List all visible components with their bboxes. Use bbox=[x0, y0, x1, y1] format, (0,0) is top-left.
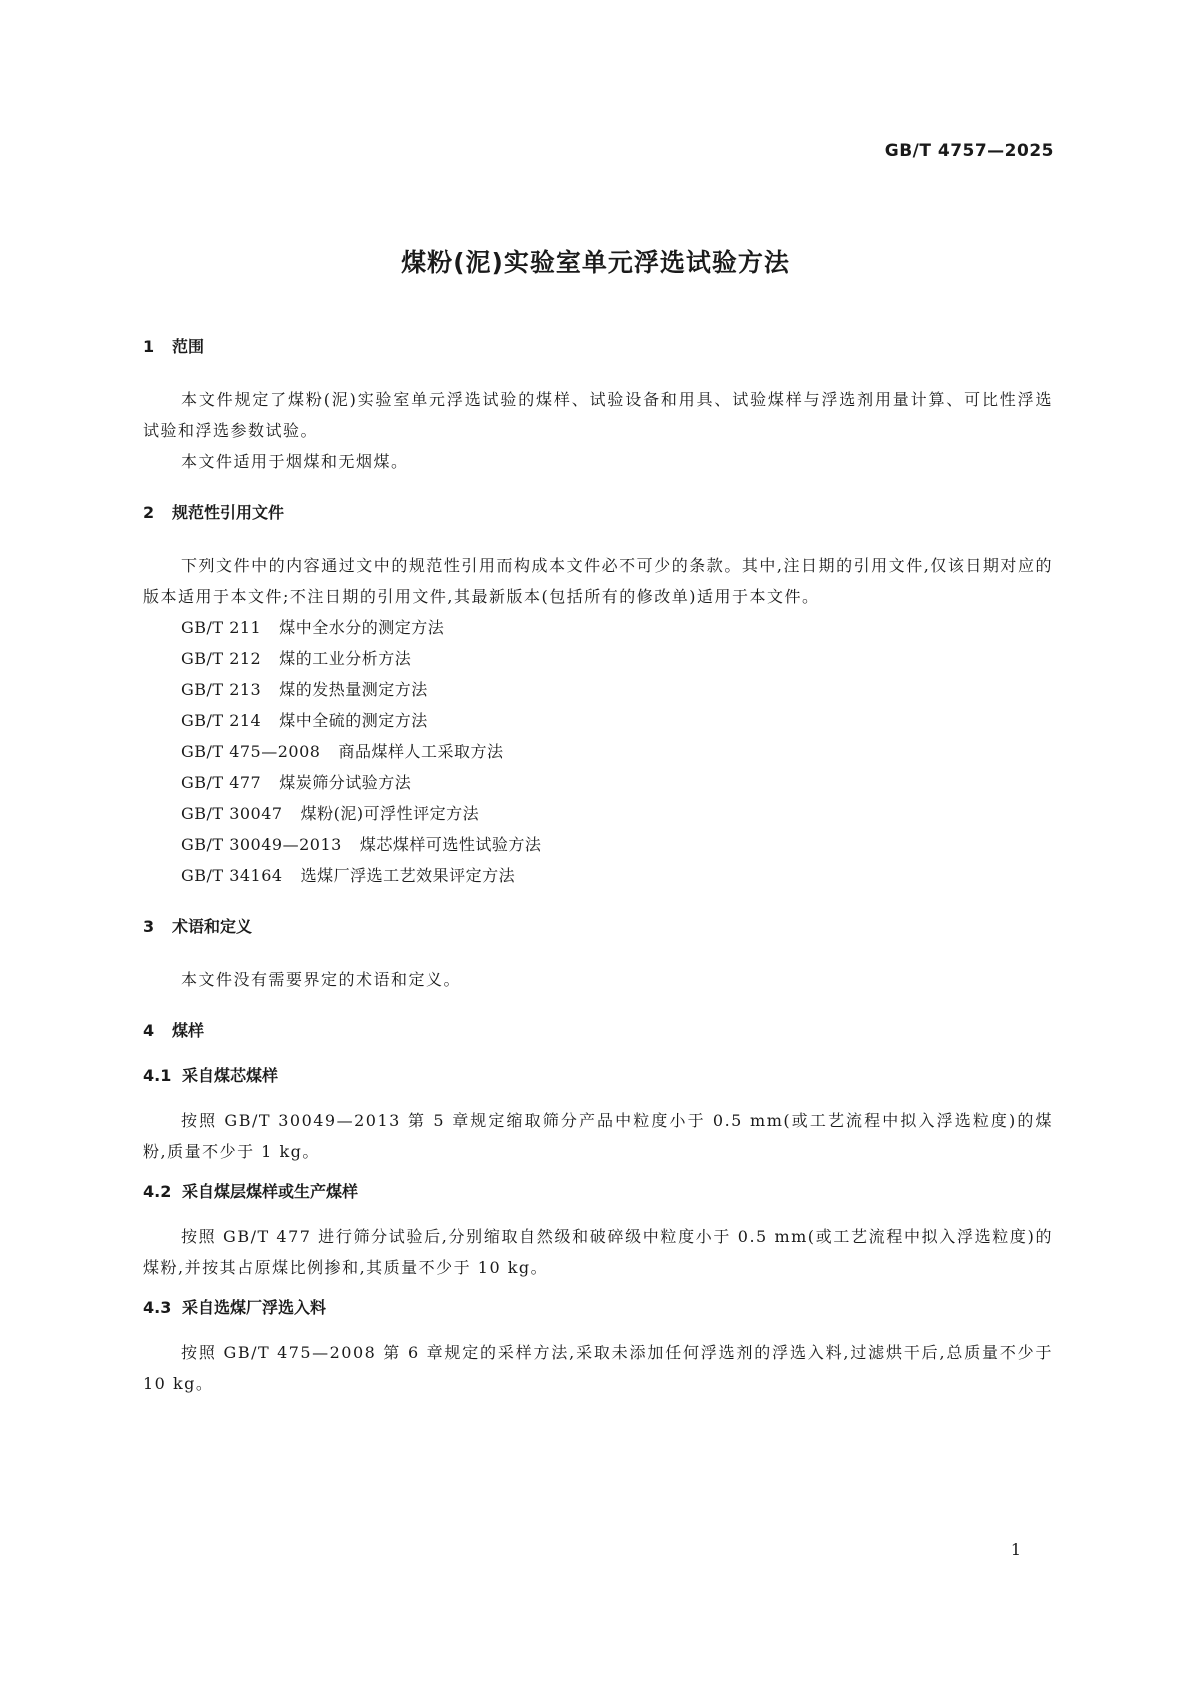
section-title: 范围 bbox=[172, 337, 205, 356]
reference-title: 煤中全硫的测定方法 bbox=[279, 711, 428, 730]
standard-code: GB/T 4757—2025 bbox=[884, 141, 1054, 161]
reference-item bbox=[143, 736, 1053, 767]
paragraph: 按照 GB/T 475—2008 第 6 章规定的采样方法,采取未添加任何浮选剂的浮选入料,过滤烘干后,总质量不少于 10 kg。 bbox=[143, 1343, 1053, 1393]
reference-item bbox=[143, 643, 1053, 674]
subsection-number: 4.1 bbox=[143, 1066, 172, 1085]
paragraph: 本文件没有需要界定的术语和定义。 bbox=[181, 970, 462, 989]
reference-item bbox=[143, 860, 1053, 891]
section-number: 1 bbox=[143, 337, 155, 356]
reference-list bbox=[143, 612, 1053, 891]
reference-code: GB/T 477 bbox=[181, 773, 262, 792]
section-title: 煤样 bbox=[172, 1021, 205, 1040]
section-number: 3 bbox=[143, 917, 155, 936]
reference-title: 选煤厂浮选工艺效果评定方法 bbox=[300, 866, 516, 885]
paragraph: 按照 GB/T 30049—2013 第 5 章规定缩取筛分产品中粒度小于 0.5 mm(或工艺流程中拟入浮选粒度)的煤粉,质量不少于 1 kg。 bbox=[143, 1111, 1053, 1161]
reference-code: GB/T 214 bbox=[181, 711, 262, 730]
section-number: 2 bbox=[143, 503, 155, 522]
subsection-4-3-heading bbox=[143, 1297, 1053, 1319]
reference-item bbox=[143, 798, 1053, 829]
reference-code: GB/T 213 bbox=[181, 680, 262, 699]
reference-title: 煤的工业分析方法 bbox=[279, 649, 412, 668]
subsection-title: 采自煤芯煤样 bbox=[182, 1066, 279, 1085]
section-3-heading bbox=[143, 916, 1053, 938]
reference-code: GB/T 30049—2013 bbox=[181, 835, 342, 854]
reference-item bbox=[143, 705, 1053, 736]
subsection-number: 4.2 bbox=[143, 1182, 172, 1201]
subsection-number: 4.3 bbox=[143, 1298, 172, 1317]
paragraph: 下列文件中的内容通过文中的规范性引用而构成本文件必不可少的条款。其中,注日期的引用文件,仅该日期对应的版本适用于本文件;不注日期的引用文件,其最新版本(包括所有的修改单)适用于本文件。 bbox=[143, 556, 1053, 606]
subsection-4-1-heading bbox=[143, 1065, 1053, 1087]
reference-title: 商品煤样人工采取方法 bbox=[338, 742, 504, 761]
reference-code: GB/T 211 bbox=[181, 618, 262, 637]
reference-code: GB/T 34164 bbox=[181, 866, 283, 885]
section-number: 4 bbox=[143, 1021, 155, 1040]
reference-item bbox=[143, 674, 1053, 705]
document-body bbox=[143, 336, 1053, 1399]
reference-title: 煤芯煤样可选性试验方法 bbox=[359, 835, 542, 854]
section-4-heading bbox=[143, 1020, 1053, 1042]
reference-code: GB/T 475—2008 bbox=[181, 742, 321, 761]
paragraph: 本文件适用于烟煤和无烟煤。 bbox=[181, 452, 409, 471]
paragraph: 按照 GB/T 477 进行筛分试验后,分别缩取自然级和破碎级中粒度小于 0.5 mm(或工艺流程中拟入浮选粒度)的煤粉,并按其占原煤比例掺和,其质量不少于 10 kg。 bbox=[143, 1227, 1053, 1277]
reference-item bbox=[143, 612, 1053, 643]
section-1-heading bbox=[143, 336, 1053, 358]
paragraph: 本文件规定了煤粉(泥)实验室单元浮选试验的煤样、试验设备和用具、试验煤样与浮选剂用量计算、可比性浮选试验和浮选参数试验。 bbox=[143, 390, 1053, 440]
section-2-heading bbox=[143, 502, 1053, 524]
reference-title: 煤的发热量测定方法 bbox=[279, 680, 428, 699]
document-title: 煤粉(泥)实验室单元浮选试验方法 bbox=[401, 248, 790, 277]
reference-title: 煤炭筛分试验方法 bbox=[279, 773, 412, 792]
subsection-title: 采自选煤厂浮选入料 bbox=[182, 1298, 327, 1317]
reference-code: GB/T 30047 bbox=[181, 804, 283, 823]
page-number: 1 bbox=[1010, 1540, 1021, 1559]
reference-code: GB/T 212 bbox=[181, 649, 262, 668]
reference-title: 煤中全水分的测定方法 bbox=[279, 618, 445, 637]
subsection-4-2-heading bbox=[143, 1181, 1053, 1203]
section-title: 术语和定义 bbox=[172, 917, 253, 936]
section-title: 规范性引用文件 bbox=[172, 503, 285, 522]
subsection-title: 采自煤层煤样或生产煤样 bbox=[182, 1182, 359, 1201]
reference-title: 煤粉(泥)可浮性评定方法 bbox=[300, 804, 480, 823]
reference-item bbox=[143, 767, 1053, 798]
reference-item bbox=[143, 829, 1053, 860]
